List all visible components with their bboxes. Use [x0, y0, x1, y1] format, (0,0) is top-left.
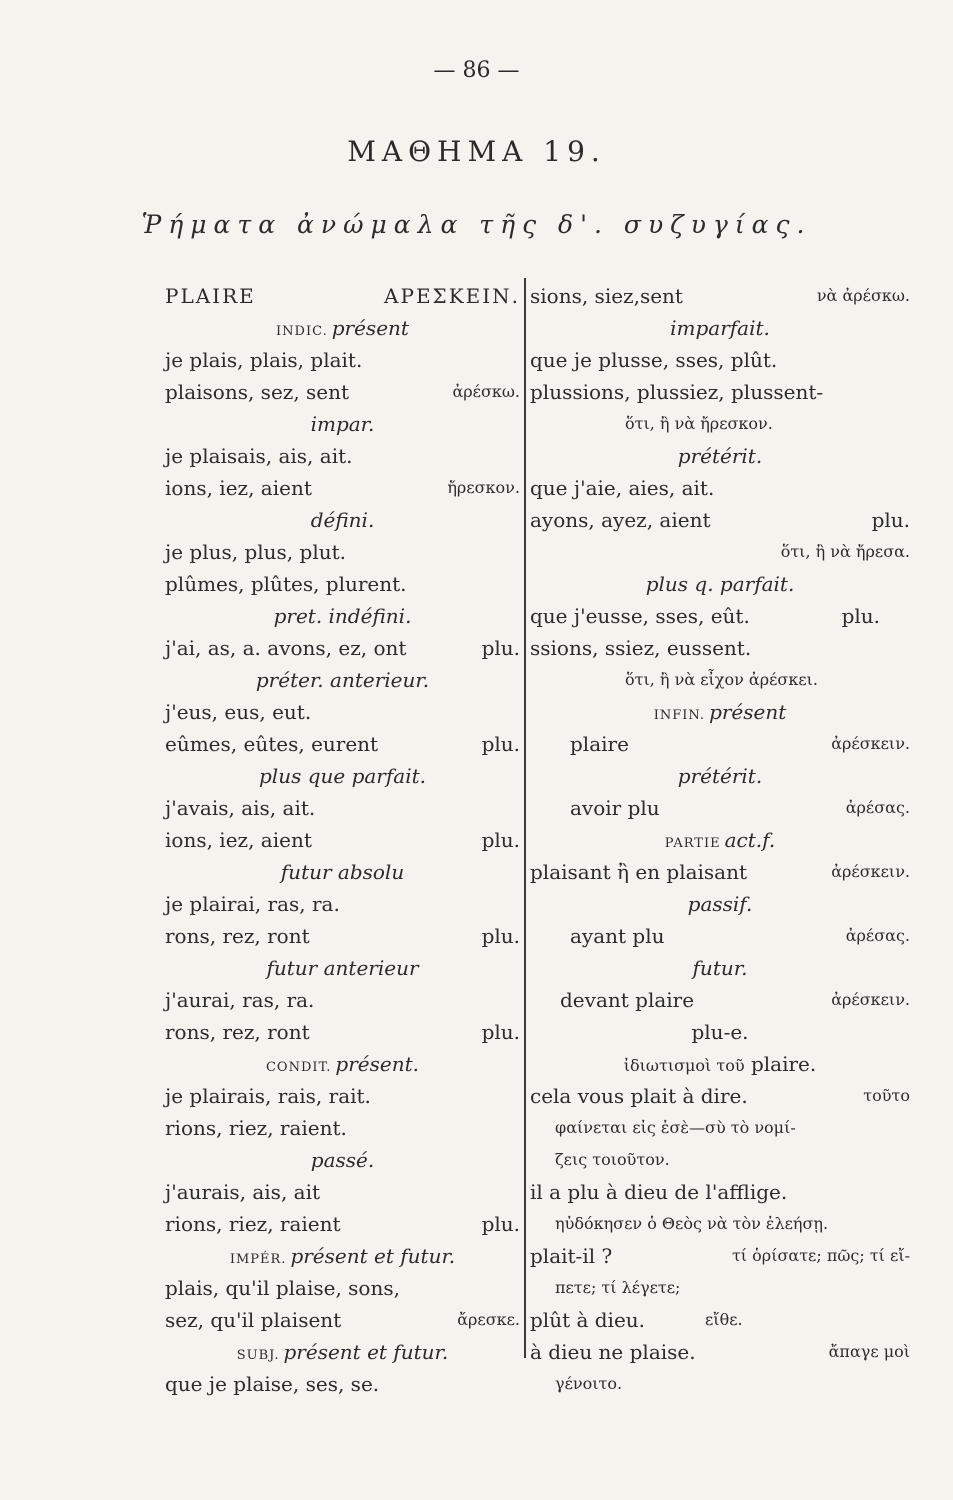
verb-heading: [165, 280, 520, 312]
conjugation-line: eûmes, eûtes, eurent plu.: [165, 732, 520, 756]
tense-label: plus q. parfait.: [645, 572, 795, 596]
heading-french: PLAIRE: [165, 284, 256, 308]
left-column: [165, 280, 520, 1400]
greek-translation: φαίνεται εἰς ἐσὲ—σὺ τὸ νομί-: [555, 1118, 796, 1137]
tense-label: préter. anterieur.: [255, 668, 430, 692]
tense-label: imparfait.: [670, 316, 770, 340]
conjugation-line: j'aurai, ras, ra.: [165, 988, 315, 1012]
idiom-line: il a plu à dieu de l'afflige.: [530, 1180, 788, 1204]
tense-label: prétérit.: [677, 444, 763, 468]
conjugation-line: j'eus, eus, eut.: [165, 700, 312, 724]
conjugation-line: ions, iez, aient plu.: [165, 828, 520, 852]
conjugation-line: que je plusse, sses, plût.: [530, 348, 778, 372]
conjugation-line: j'aurais, ais, ait: [165, 1180, 321, 1204]
section-infin: INFIN. présent: [653, 700, 787, 724]
conjugation-line: rions, riez, raient.: [165, 1116, 347, 1140]
conjugation-line: avoir plu ἀρέσας.: [570, 796, 910, 820]
conjugation-line: je plais, plais, plait.: [165, 348, 363, 372]
tense-label: futur.: [692, 956, 748, 980]
conjugation-line: devant plaire ἀρέσκειν.: [560, 988, 910, 1012]
section-condit: CONDIT. présent.: [265, 1052, 419, 1076]
indic-label: INDIC.: [276, 324, 328, 339]
conjugation-line: ssions, ssiez, eussent.: [530, 636, 752, 660]
idiom-line: à dieu ne plaise. ἄπαγε μοὶ: [530, 1340, 910, 1364]
conjugation-line: plussions, plussiez, plussent-: [530, 380, 824, 404]
conjugation-line: que je plaise, ses, se.: [165, 1372, 380, 1396]
greek-translation: ὅτι, ἢ νὰ ἤρεσκον.: [625, 414, 773, 433]
section-subj: SUBJ. présent et futur.: [236, 1340, 449, 1364]
tense-label: futur absolu: [280, 860, 405, 884]
tense-label: futur anterieur: [266, 956, 419, 980]
conjugation-line: plaisant ἢ en plaisant ἀρέσκειν.: [530, 860, 910, 884]
conjugation-line: rions, riez, raient plu.: [165, 1212, 520, 1236]
tense-label: impar.: [310, 412, 375, 436]
tense-label: défini.: [310, 508, 375, 532]
conjugation-line: je plairais, rais, rait.: [165, 1084, 371, 1108]
conjugation-line: sions, siez,sent νὰ ἀρέσκω.: [530, 284, 910, 308]
conjugation-line: j'avais, ais, ait.: [165, 796, 316, 820]
idiom-line: plait-il ? τί ὁρίσατε; πῶς; τί εἴ-: [530, 1244, 910, 1268]
conjugation-line: que j'aie, aies, ait.: [530, 476, 715, 500]
section-indic: [165, 312, 520, 344]
conjugation-line: plaisons, sez, sent ἀρέσκω.: [165, 380, 520, 404]
indic-present: présent: [331, 316, 409, 340]
page-number: — 86 —: [433, 58, 520, 83]
greek-translation: ὅτι, ἢ νὰ εἶχον ἀρέσκει.: [625, 670, 818, 689]
tense-label: plus que parfait.: [259, 764, 426, 788]
tense-label: passé.: [310, 1148, 375, 1172]
tense-label: prétérit.: [677, 764, 763, 788]
lesson-subtitle: Ῥήματα ἀνώμαλα τῆς δ'. συζυγίας.: [141, 210, 812, 239]
right-column: [530, 280, 910, 1400]
conjugation-line: je plairai, ras, ra.: [165, 892, 340, 916]
section-partie: PARTIE act.f.: [664, 828, 776, 852]
idiom-line: cela vous plait à dire. τοῦτο: [530, 1084, 910, 1108]
conjugation-line: plûmes, plûtes, plurent.: [165, 572, 407, 596]
column-divider: [524, 278, 526, 1358]
conjugation-line: rons, rez, ront plu.: [165, 924, 520, 948]
heading-greek: ΑΡΕΣΚΕΙΝ.: [384, 284, 520, 308]
conjugation-line: ayant plu ἀρέσας.: [570, 924, 910, 948]
tense-label: passif.: [687, 892, 753, 916]
lesson-title: ΜΑΘΗΜΑ 19.: [347, 135, 606, 168]
conjugation-line: j'ai, as, a. avons, ez, ont plu.: [165, 636, 520, 660]
section-imper: IMPÉR. présent et futur.: [229, 1244, 456, 1268]
idioms-heading: ἰδιωτισμοὶ τοῦ plaire.: [623, 1052, 817, 1076]
conjugation-line: plais, qu'il plaise, sons,: [165, 1276, 400, 1300]
conjugation-line: plu-e.: [691, 1020, 749, 1044]
conjugation-line: sez, qu'il plaisent ἄρεσκε.: [165, 1308, 520, 1332]
conjugation-line: ions, iez, aient ἤρεσκον.: [165, 476, 520, 500]
greek-translation: πετε; τί λέγετε;: [555, 1278, 681, 1297]
idiom-line: plût à dieu. εἴθε.: [530, 1308, 743, 1332]
greek-translation: ζεις τοιοῦτον.: [555, 1150, 670, 1169]
greek-translation: ὅτι, ἢ νὰ ἤρεσα.: [780, 542, 910, 561]
greek-translation: γένοιτο.: [555, 1374, 623, 1393]
greek-translation: ηὐδόκησεν ὁ Θεὸς νὰ τὸν ἐλεήσῃ.: [555, 1214, 829, 1233]
conjugation-line: plaire ἀρέσκειν.: [570, 732, 910, 756]
conjugation-line: ayons, ayez, aient plu.: [530, 508, 910, 532]
conjugation-line: je plus, plus, plut.: [165, 540, 346, 564]
conjugation-line: je plaisais, ais, ait.: [165, 444, 353, 468]
conjugation-line: que j'eusse, sses, eût. plu.: [530, 604, 880, 628]
conjugation-line: rons, rez, ront plu.: [165, 1020, 520, 1044]
tense-label: pret. indéfini.: [273, 604, 412, 628]
